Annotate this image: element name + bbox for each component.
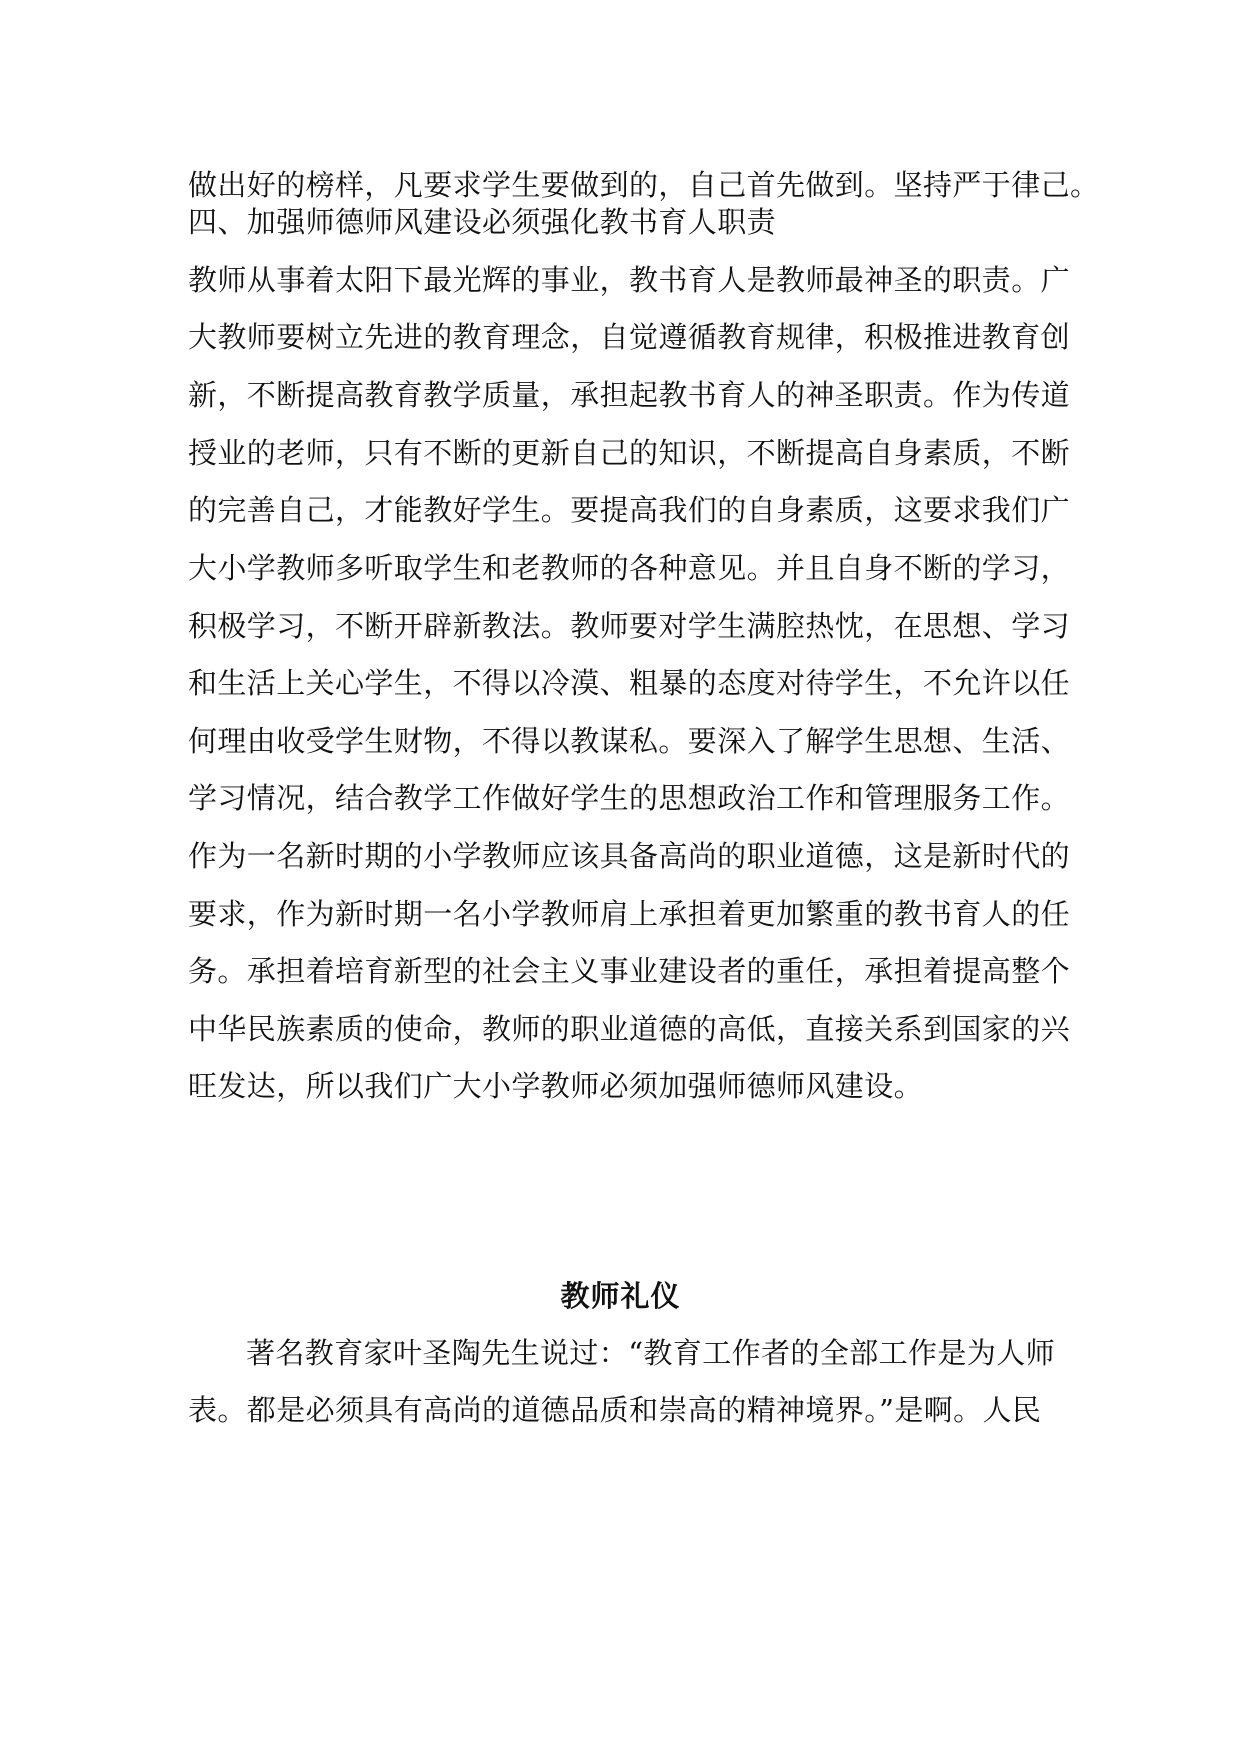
paragraph-line: 作为一名新时期的小学教师应该具备高尚的职业道德，这是新时代的 <box>188 839 1071 873</box>
section-title: 教师礼仪 <box>560 1279 681 1313</box>
paragraph-line: 新，不断提高教育教学质量，承担起教书育人的神圣职责。作为传道 <box>188 378 1071 412</box>
paragraph-line: 大小学教师多听取学生和老教师的各种意见。并且自身不断的学习， <box>188 551 1071 585</box>
paragraph-line: 中华民族素质的使命，教师的职业道德的高低，直接关系到国家的兴 <box>188 1012 1071 1046</box>
paragraph-line: 做出好的榜样，凡要求学生要做到的，自己首先做到。坚持严于律己。 <box>188 168 1100 202</box>
paragraph-line: 务。承担着培育新型的社会主义事业建设者的重任，承担着提高整个 <box>188 954 1071 988</box>
paragraph-line: 表。都是必须具有高尚的道德品质和崇高的精神境界。”是啊。人民 <box>188 1393 1042 1427</box>
section-heading: 四、加强师德师风建设必须强化教书育人职责 <box>188 205 777 239</box>
paragraph-line: 的完善自己，才能教好学生。要提高我们的自身素质，这要求我们广 <box>188 493 1071 527</box>
paragraph-line: 要求，作为新时期一名小学教师肩上承担着更加繁重的教书育人的任 <box>188 897 1071 931</box>
paragraph-line: 旺发达，所以我们广大小学教师必须加强师德师风建设。 <box>188 1069 924 1103</box>
paragraph-line: 积极学习，不断开辟新教法。教师要对学生满腔热忱，在思想、学习 <box>188 609 1071 643</box>
paragraph-line: 何理由收受学生财物，不得以教谋私。要深入了解学生思想、生活、 <box>188 724 1071 758</box>
paragraph-line: 著名教育家叶圣陶先生说过：“教育工作者的全部工作是为人师 <box>246 1336 1056 1370</box>
paragraph-line: 和生活上关心学生，不得以冷漠、粗暴的态度对待学生，不允许以任 <box>188 666 1071 700</box>
paragraph-line: 教师从事着太阳下最光辉的事业，教书育人是教师最神圣的职责。广 <box>188 263 1071 297</box>
paragraph-line: 大教师要树立先进的教育理念，自觉遵循教育规律，积极推进教育创 <box>188 320 1071 354</box>
paragraph-line: 学习情况，结合教学工作做好学生的思想政治工作和管理服务工作。 <box>188 781 1071 815</box>
paragraph-line: 授业的老师，只有不断的更新自己的知识，不断提高自身素质，不断 <box>188 436 1071 470</box>
